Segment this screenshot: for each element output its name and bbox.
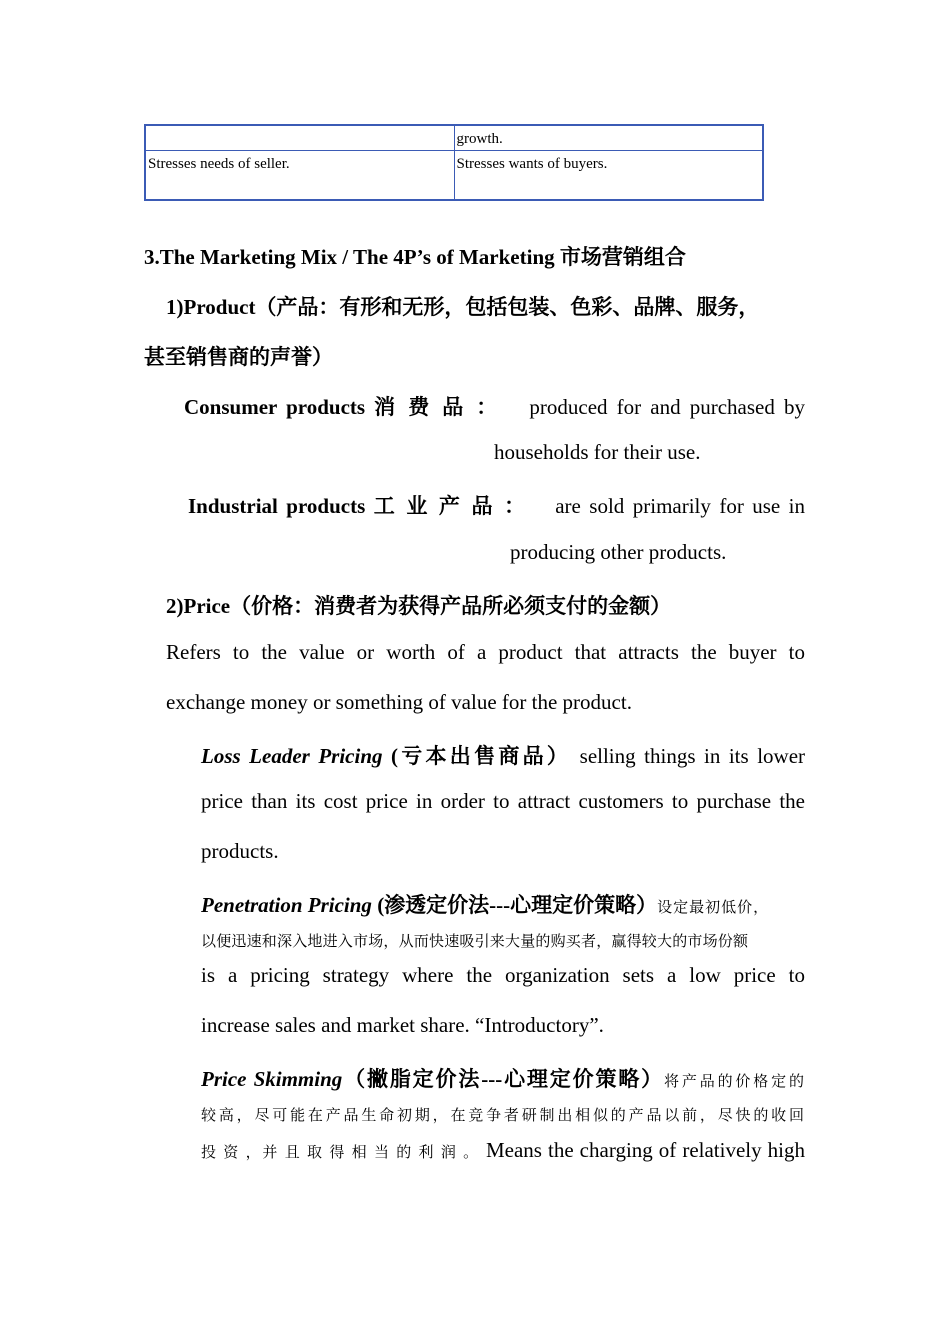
penetration-line1: [201, 889, 769, 919]
industrial-products-line1: [188, 490, 805, 520]
table-cell: Stresses needs of seller.: [145, 151, 454, 201]
table-cell: Stresses wants of buyers.: [454, 151, 763, 201]
table-cell: growth.: [454, 125, 763, 151]
skimming-line3: [201, 1138, 805, 1163]
product-title-line2: 甚至销售商的声誉）: [144, 345, 333, 369]
table-cell: [145, 125, 454, 151]
skimming-note-line2: 较高，尽可能在产品生命初期，在竞争者研制出相似的产品以前，尽快的收回: [201, 1108, 805, 1124]
price-desc-line2: exchange money or something of value for the product.: [166, 690, 632, 714]
penetration-term: Penetration Pricing: [201, 893, 372, 917]
penetration-note: 设定最初低价，: [657, 900, 770, 916]
section-heading: 3.The Marketing Mix / The 4P’s of Marketing 市场营销组合: [144, 245, 686, 269]
industrial-products-label: Industrial products 工 业 产 品 ：: [188, 494, 529, 518]
table-row: [145, 125, 763, 151]
skimming-term: Price Skimming: [201, 1067, 343, 1091]
loss-leader-term: Loss Leader Pricing: [201, 744, 383, 768]
skimming-note-line3: 投 资 ，并 且 取 得 相 当 的 利 润 。: [201, 1145, 480, 1161]
loss-leader-text: selling things in its lower: [579, 744, 806, 768]
loss-leader-line2: price than its cost price in order to attract customers to purchase the: [201, 789, 805, 813]
consumer-products-line2: households for their use.: [494, 440, 701, 464]
consumer-products-line1: [184, 391, 805, 421]
industrial-products-line2: producing other products.: [510, 540, 727, 564]
price-title: 2)Price（价格：消费者为获得产品所必须支付的金额）: [166, 594, 672, 618]
loss-leader-cn: (亏本出售商品）: [382, 744, 572, 768]
skimming-line1: [201, 1063, 805, 1093]
product-title-line1: 1)Product（产品：有形和无形，包括包装、色彩、品牌、服务，: [166, 295, 760, 319]
table-row: [145, 151, 763, 201]
penetration-note-line2: 以便迅速和深入地进入市场，从而快速吸引来大量的购买者，赢得较大的市场份额: [201, 934, 749, 950]
consumer-products-text: produced for and purchased by: [529, 395, 806, 419]
industrial-products-text: are sold primarily for use in: [555, 494, 806, 518]
penetration-text-line1: is a pricing strategy where the organization sets a low price to: [201, 963, 805, 987]
skimming-note: 将产品的价格定的: [664, 1074, 805, 1090]
comparison-table: [144, 124, 764, 201]
loss-leader-line1: [201, 740, 805, 770]
price-desc-line1: Refers to the value or worth of a product that attracts the buyer to: [166, 640, 805, 664]
skimming-text: Means the charging of relatively high: [485, 1138, 805, 1162]
penetration-text-line2: increase sales and market share. “Introductory”.: [201, 1013, 604, 1037]
penetration-cn: (渗透定价法---心理定价策略）: [371, 893, 658, 917]
skimming-cn: （撇脂定价法---心理定价策略）: [342, 1067, 665, 1091]
loss-leader-line3: products.: [201, 839, 279, 863]
consumer-products-label: Consumer products 消 费 品 ：: [184, 395, 502, 419]
